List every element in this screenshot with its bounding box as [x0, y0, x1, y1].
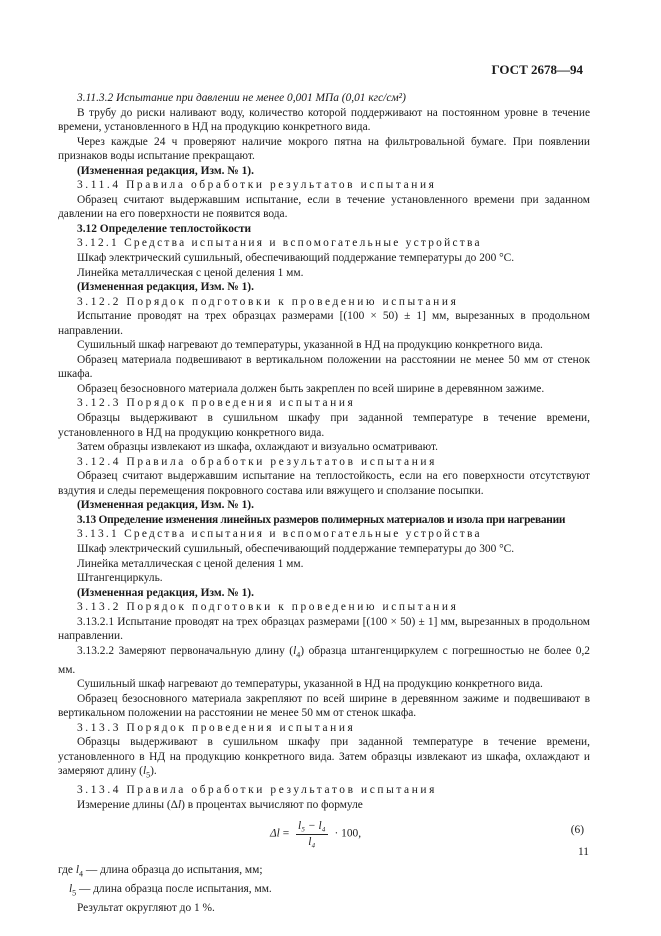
- formula-6: [58, 815, 590, 861]
- text: ) в процентах вычисляют по формуле: [181, 798, 363, 811]
- amendment-note: (Измененная редакция, Изм. № 1).: [77, 586, 254, 599]
- paragraph: Образец безосновного материала должен быть закреплен по всей ширине в деревянном зажиме.: [77, 382, 545, 395]
- amendment-note: (Измененная редакция, Изм. № 1).: [77, 281, 254, 294]
- paragraph: Образец материала подвешивают в вертикальном положении на расстоянии не менее 50 мм от стенок шкафа.: [58, 353, 590, 381]
- formula-lhs: Δl: [270, 828, 280, 841]
- paragraph: 3.13.2.2 Замеряют первоначальную длину $(l_4)$ образца штангенциркулем с погрешностью не более 0,2 мм.: [58, 644, 590, 676]
- paragraph: Образцы выдерживают в сушильном шкафу при заданной температуре в течение времени, установленного в НД на продукцию конкретного вида. Затем образцы извлекают из шкафа, охлаждают и замеряют длину $(l_5)$.: [58, 736, 590, 780]
- text: Образцы выдерживают в сушильном шкафу при заданной температуре в течение времени, установленного в НД на продукцию конкретного вида. Затем образцы извлекают из шкафа, охлаждают и замеряют длину (: [58, 736, 590, 778]
- formula-equals: =: [282, 828, 290, 841]
- formula-fraction: [296, 819, 328, 849]
- paragraph: В трубу до риски наливают воду, количество которой поддерживают на постоянном уровне в течение времени, установленного в НД на продукцию конкретного вида.: [58, 106, 590, 134]
- text: Измерение длины (Δ: [77, 798, 178, 811]
- amendment-note: (Измененная редакция, Изм. № 1).: [77, 499, 254, 512]
- paragraph: Образцы выдерживают в сушильном шкафу при заданной температуре в течение времени, установленного в НД на продукцию конкретного вида.: [58, 412, 590, 439]
- section-heading: 3.13 Определение изменения линейных размеров полимерных материалов и изола при нагревании: [77, 513, 566, 526]
- clause-heading: 3.12.3 Порядок проведения испытания: [77, 397, 356, 410]
- clause-heading: 3.13.4 Правила обработки результатов испытания: [77, 784, 437, 797]
- clause-heading: 3.12.2 Порядок подготовки к проведению испытания: [77, 295, 459, 308]
- paragraph: Испытание проводят на трех образцах размерами [(100 × 50) ± 1] мм, вырезанных в продольном направлении.: [58, 310, 590, 337]
- paragraph: Образец считают выдержавшим испытание на теплостойкость, если на его поверхности отсутствуют вздутия и следы перемещения покровного состава или вяжущего и сползание посыпки.: [58, 470, 590, 497]
- clause-heading: 3.13.1 Средства испытания и вспомогательные устройства: [77, 528, 482, 541]
- paragraph: Шкаф электрический сушильный, обеспечивающий поддержание температуры до 200 °С.: [77, 252, 515, 265]
- paragraph: Штангенциркуль.: [77, 572, 163, 585]
- text: 3.13.2.2 Замеряют первоначальную длину (: [77, 644, 294, 657]
- formula-denominator: l₄: [308, 835, 316, 848]
- paragraph: Линейка металлическая с ценой деления 1 мм.: [77, 266, 304, 279]
- text: ).: [150, 765, 157, 778]
- legend-l5: $l_5$ — длина образца после испытания, мм.: [69, 883, 272, 898]
- paragraph: Через каждые 24 ч проверяют наличие мокрого пятна на фильтровальной бумаге. При появлении признаков воды испытание прекращают.: [58, 135, 590, 163]
- clause-heading: 3.12.4 Правила обработки результатов испытания: [77, 455, 437, 468]
- formula-expression: [270, 819, 361, 849]
- section-heading: 3.12 Определение теплостойкости: [77, 222, 252, 235]
- clause-heading: 3.11.4 Правила обработки результатов испытания: [77, 179, 437, 192]
- amendment-note: (Измененная редакция, Изм. № 1).: [77, 164, 254, 177]
- paragraph: Линейка металлическая с ценой деления 1 мм.: [77, 557, 304, 570]
- paragraph: Сушильный шкаф нагревают до температуры, указанной в НД на продукцию конкретного вида.: [77, 678, 543, 691]
- standard-header: ГОСТ 2678—94: [491, 62, 583, 77]
- paragraph: Сушильный шкаф нагревают до температуры, указанной в НД на продукцию конкретного вида.: [77, 339, 543, 352]
- document-body: [58, 91, 590, 916]
- clause-heading: 3.13.2 Порядок подготовки к проведению испытания: [77, 601, 459, 614]
- clause-heading: 3.12.1 Средства испытания и вспомогательные устройства: [77, 237, 482, 250]
- formula-numerator: l₅ − l₄: [296, 819, 328, 835]
- clause-3-11-3-2-title: 3.11.3.2 Испытание при давлении не менее 0,001 МПа (0,01 кгс/см²): [77, 92, 406, 104]
- paragraph: Результат округляют до 1 %.: [77, 902, 215, 915]
- paragraph: Измерение длины (Δl) в процентах вычисляют по формуле: [77, 798, 363, 811]
- paragraph: Образец безосновного материала закрепляют по всей ширине в деревянном зажиме и подвешивают в вертикальном положении на расстоянии не менее 50 мм от стенок шкафа.: [58, 692, 590, 720]
- paragraph: Шкаф электрический сушильный, обеспечивающий поддержание температуры до 300 °С.: [77, 542, 515, 555]
- formula-number: (6): [570, 824, 584, 837]
- paragraph: Затем образцы извлекают из шкафа, охлаждают и визуально осматривают.: [77, 441, 438, 454]
- text: ) образца штангенциркулем с погрешностью не более 0,2 мм.: [58, 644, 590, 676]
- paragraph: 3.13.2.1 Испытание проводят на трех образцах размерами [(100 × 50) ± 1] мм, вырезанных в продольном направлении.: [58, 615, 590, 643]
- page-number: 11: [578, 846, 589, 858]
- clause-heading: 3.13.3 Порядок проведения испытания: [77, 721, 356, 734]
- formula-tail: · 100,: [334, 828, 362, 841]
- legend-l4: где $l_4$ — длина образца до испытания, мм;: [58, 864, 263, 879]
- paragraph: Образец считают выдержавшим испытание, если в течение установленного времени при заданном давлении на его поверхности не появится вода.: [58, 193, 590, 221]
